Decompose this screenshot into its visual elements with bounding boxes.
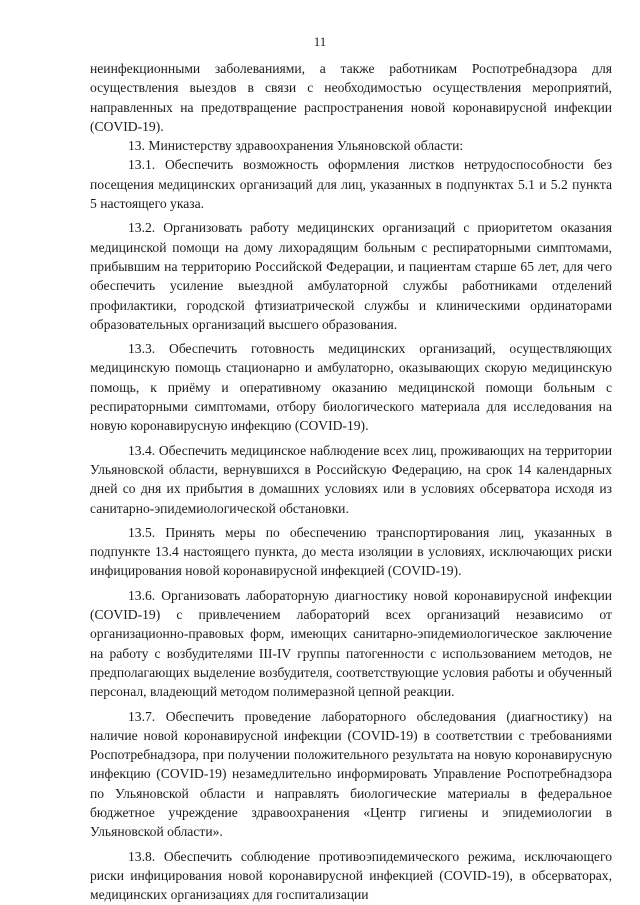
document-body [90, 59, 612, 904]
paragraph-item-13-2: 13.2. Организовать работу медицинских организаций с приоритетом оказания медицинской помощи на дому лихорадящим больным с респираторными симптомами, прибывшим на территорию Российской Федерации, и пациентам старше 65 лет, для чего обеспечить усиление выездной амбулаторной службы работниками отделений профилактики, городской фтизиатрической службы и клиническими ординаторами образовательных организаций высшего образования. [90, 220, 612, 332]
paragraph-item-13-6: 13.6. Организовать лабораторную диагностику новой коронавирусной инфекции (COVID-19) с привлечением лабораторий всех организаций независимо от организационно-правовых форм, имеющих санитарно-эпидемиологическое заключение на работу с возбудителями III-IV группы патогенности с использованием методов, не предполагающих выделение возбудителя, соответствующие условия работы и обученный персонал, владеющий методом полимеразной цепной реакции. [90, 587, 612, 700]
paragraph-item-13-8: 13.8. Обеспечить соблюдение противоэпидемического режима, исключающего риски инфицирования новой коронавирусной инфекцией (COVID-19), в обсерваторах, медицинских организациях для госпитализации [90, 848, 612, 903]
paragraph-item-13-3: 13.3. Обеспечить готовность медицинских организаций, осуществляющих медицинскую помощь стационарно и амбулаторно, оказывающих скорую медицинскую помощь, к приёму и оперативному оказанию медицинской помощи больным с респираторными симптомами, отбору биологического материала для исследования на новую коронавирусную инфекцию (COVID-19). [90, 341, 612, 434]
paragraph-item-13-5: 13.5. Принять меры по обеспечению транспортирования лиц, указанных в подпункте 13.4 настоящего пункта, до места изоляции в условиях, исключающих риски инфицирования новой коронавирусной инфекцией (COVID-19). [90, 524, 612, 579]
page-number: 11 [313, 34, 327, 49]
paragraph-continuation: неинфекционными заболеваниями, а также работникам Роспотребнадзора для осуществления выездов в связи с необходимостью осуществления мероприятий, направленных на предотвращение распространения новой коронавирусной инфекции (COVID-19). [90, 61, 612, 134]
paragraph-item-13-4: 13.4. Обеспечить медицинское наблюдение всех лиц, проживающих на территории Ульяновской области, вернувшихся в Российскую Федерацию, на срок 14 календарных дней со дня их прибытия в домашних условиях или в условиях обсерватора исходя из санитарно-эпидемиологической обстановки. [90, 442, 612, 516]
paragraph-item-13: 13. Министерству здравоохранения Ульяновской области: [128, 138, 464, 154]
paragraph-item-13-1: 13.1. Обеспечить возможность оформления листков нетрудоспособности без посещения медицинских организаций для лиц, указанных в подпунктах 5.1 и 5.2 пункта 5 настоящего указа. [90, 157, 612, 212]
paragraph-item-13-7: 13.7. Обеспечить проведение лабораторного обследования (диагностику) на наличие новой коронавирусной инфекции (COVID-19) в соответствии с требованиями Роспотребнадзора, при получении положительного результата на новую коронавирусную инфекцию (COVID-19) незамедлительно информировать Управление Роспотребнадзора по Ульяновской области и направлять биологические материалы в федеральное бюджетное учреждение здравоохранения «Центр гигиены и эпидемиологии в Ульяновской области». [90, 708, 612, 840]
